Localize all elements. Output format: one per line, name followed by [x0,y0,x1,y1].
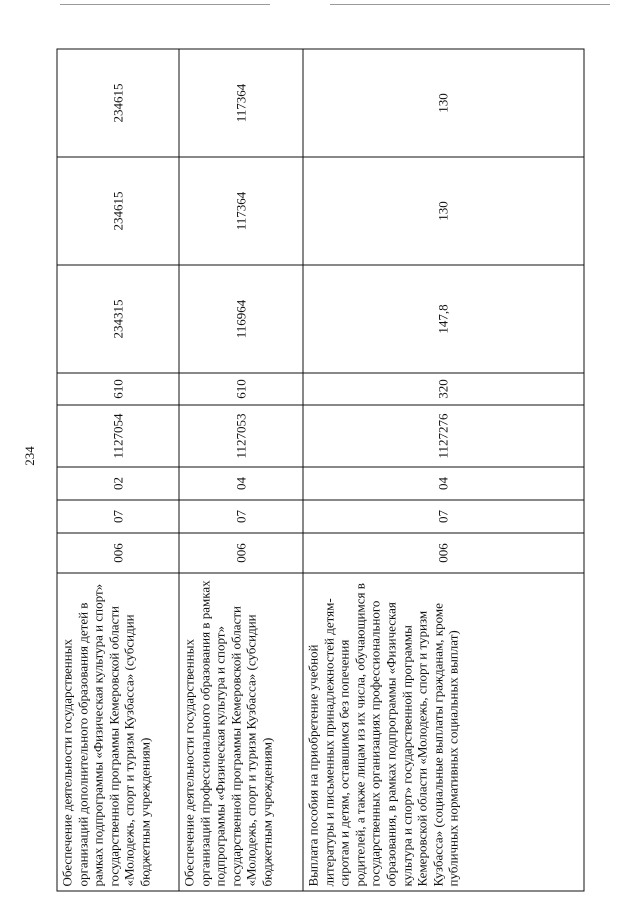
ministry-code: 006 [179,533,303,573]
expense-type-code: 610 [57,373,179,405]
target-article-code: 1127054 [57,405,179,467]
row-description: Выплата пособия на приобретение учебной литературы и письменных принадлежностей детям-сиротам и детям, оставшимся без попечения родителей, а также лицам из их числа, обучающимся в государственных организациях профессионального образования, в рамках подпрограммы «Физическая культура и спорт» государственной программы Кемеровской области «Молодежь, спорт и туризм Кузбасса» (социальные выплаты гражданам, кроме публичных нормативных социальных выплат) [303,573,584,891]
row-description: Обеспечение деятельности государственных организаций профессионального образования в рамках подпрограммы «Физическая культура и спорт» государственной программы Кемеровской области «Молодежь, спорт и туризм Кузбасса» (субсидии бюджетным учреждениям) [179,573,303,891]
amount-year-2: 234615 [57,157,179,265]
row-description: Обеспечение деятельности государственных организаций дополнительного образования детей в рамках подпрограммы «Физическая культура и спорт» государственной программы Кемеровской области «Молодежь, спорт и туризм Кузбасса» (субсидии бюджетным учреждениям) [57,573,179,891]
section-code: 07 [303,500,584,533]
scan-artifact-line [330,4,610,5]
subsection-code: 04 [179,467,303,500]
amount-year-3: 117364 [179,49,303,157]
rotated-table-container [57,49,584,891]
amount-year-3: 234615 [57,49,179,157]
table-row [303,49,584,891]
table-row [179,49,303,891]
subsection-code: 02 [57,467,179,500]
amount-year-2: 117364 [179,157,303,265]
amount-year-3: 130 [303,49,584,157]
ministry-code: 006 [303,533,584,573]
page-number: 234 [22,446,37,466]
amount-year-2: 130 [303,157,584,265]
expense-type-code: 320 [303,373,584,405]
table-row [57,49,179,891]
subsection-code: 04 [303,467,584,500]
section-code: 07 [57,500,179,533]
target-article-code: 1127276 [303,405,584,467]
budget-table [57,48,585,891]
section-code: 07 [179,500,303,533]
amount-year-1: 116964 [179,265,303,373]
ministry-code: 006 [57,533,179,573]
target-article-code: 1127053 [179,405,303,467]
amount-year-1: 234315 [57,265,179,373]
expense-type-code: 610 [179,373,303,405]
amount-year-1: 147,8 [303,265,584,373]
scan-artifact-line [60,4,270,5]
